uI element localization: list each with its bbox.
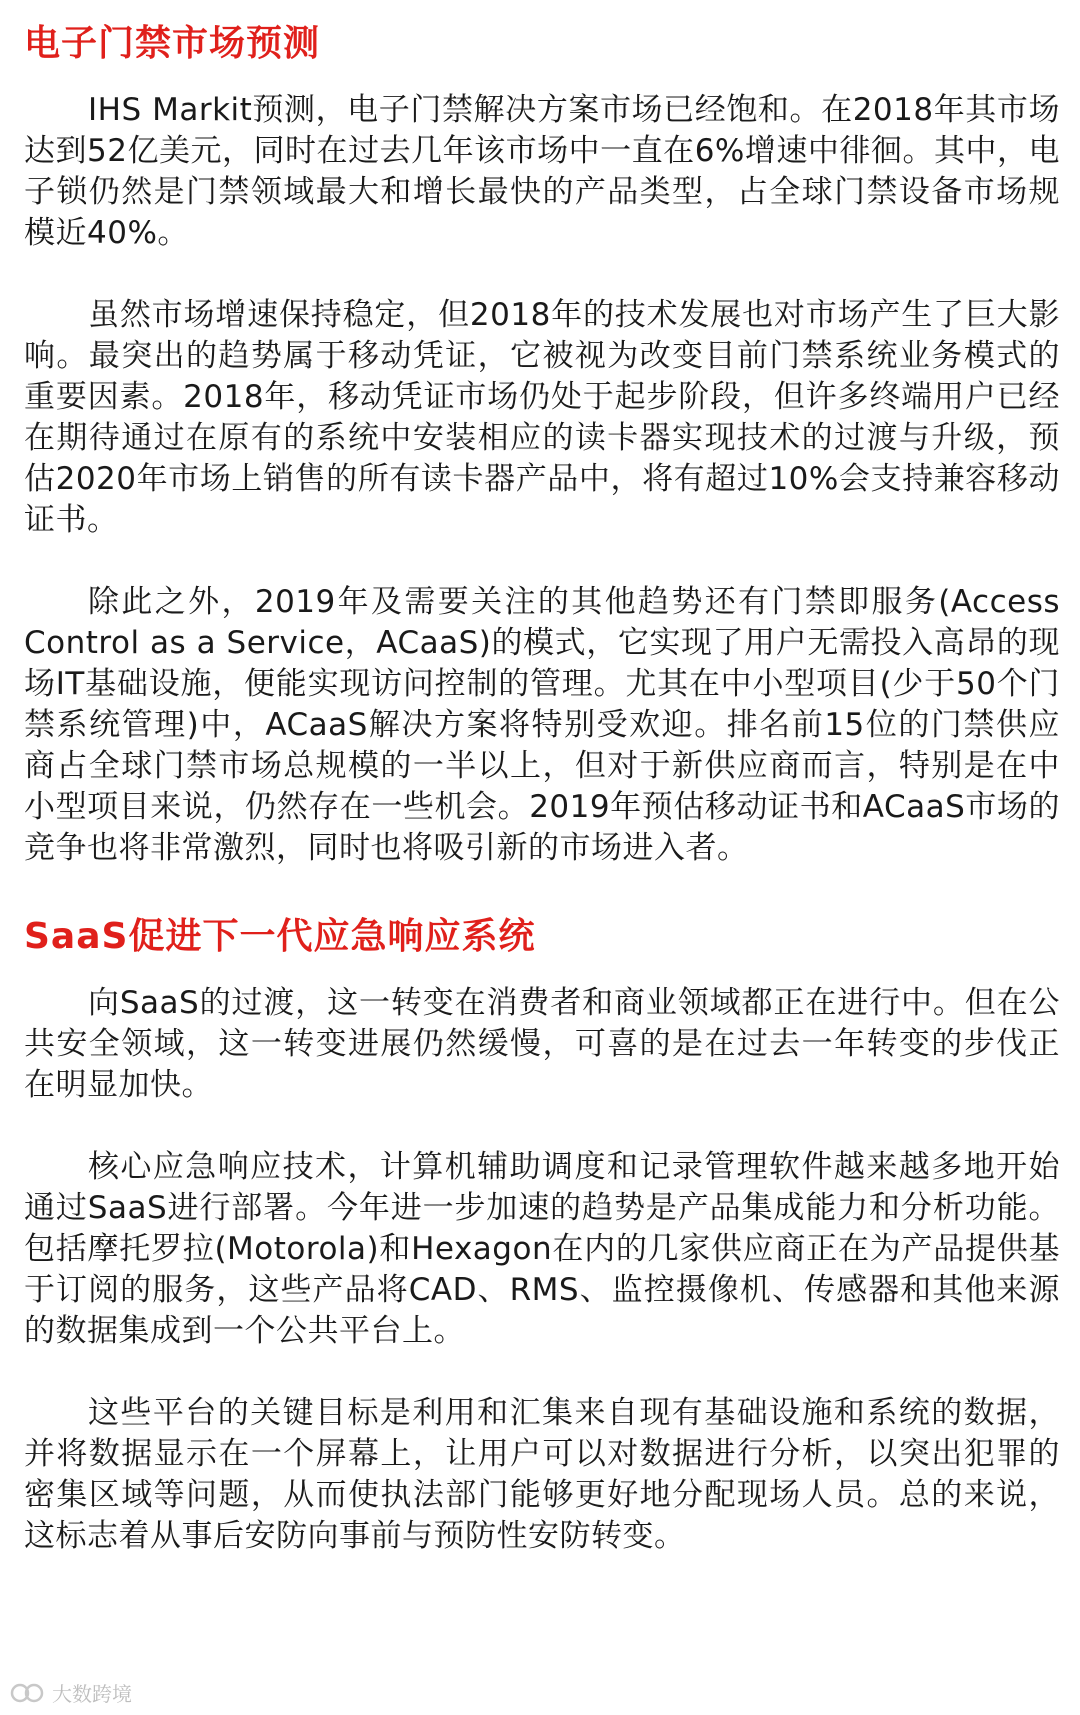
paragraph: 虽然市场增速保持稳定，但2018年的技术发展也对市场产生了巨大影响。最突出的趋势属于移动凭证，它被视为改变目前门禁系统业务模式的重要因素。2018年，移动凭证市场仍处于起步阶段，但许多终端用户已经在期待通过在原有的系统中安装相应的读卡器实现技术的过渡与升级，预估2020年市场上销售的所有读卡器产品中，将有超过10%会支持兼容移动证书。 (24, 297, 1060, 538)
paragraph: IHS Markit预测，电子门禁解决方案市场已经饱和。在2018年其市场达到52亿美元，同时在过去几年该市场中一直在6%增速中徘徊。其中，电子锁仍然是门禁领域最大和增长最快的产品类型，占全球门禁设备市场规模近40%。 (24, 92, 1060, 251)
watermark-text: 大数跨境 (52, 1682, 132, 1706)
logo-icon (8, 1681, 46, 1705)
watermark (8, 1678, 132, 1707)
paragraph: 除此之外，2019年及需要关注的其他趋势还有门禁即服务(Access Control as a Service，ACaaS)的模式，它实现了用户无需投入高昂的现场IT基础设施，便能实现访问控制的管理。尤其在中小型项目(少于50个门禁系统管理)中，ACaaS解决方案将特别受欢迎。排名前15位的门禁供应商占全球门禁市场总规模的一半以上，但对于新供应商而言，特别是在中小型项目来说，仍然存在一些机会。2019年预估移动证书和ACaaS市场的竞争也将非常激烈，同时也将吸引新的市场进入者。 (24, 584, 1060, 866)
paragraph: 核心应急响应技术，计算机辅助调度和记录管理软件越来越多地开始通过SaaS进行部署。今年进一步加速的趋势是产品集成能力和分析功能。包括摩托罗拉(Motorola)和Hexagon在内的几家供应商正在为产品提供基于订阅的服务，这些产品将CAD、RMS、监控摄像机、传感器和其他来源的数据集成到一个公共平台上。 (24, 1149, 1060, 1349)
section-title: 电子门禁市场预测 (24, 23, 321, 64)
paragraph: 这些平台的关键目标是利用和汇集来自现有基础设施和系统的数据，并将数据显示在一个屏幕上，让用户可以对数据进行分析，以突出犯罪的密集区域等问题，从而使执法部门能够更好地分配现场人员。总的来说，这标志着从事后安防向事前与预防性安防转变。 (24, 1395, 1060, 1554)
paragraph: 向SaaS的过渡，这一转变在消费者和商业领域都正在进行中。但在公共安全领域，这一转变进展仍然缓慢，可喜的是在过去一年转变的步伐正在明显加快。 (24, 985, 1060, 1103)
section-title: SaaS促进下一代应急响应系统 (24, 916, 536, 957)
